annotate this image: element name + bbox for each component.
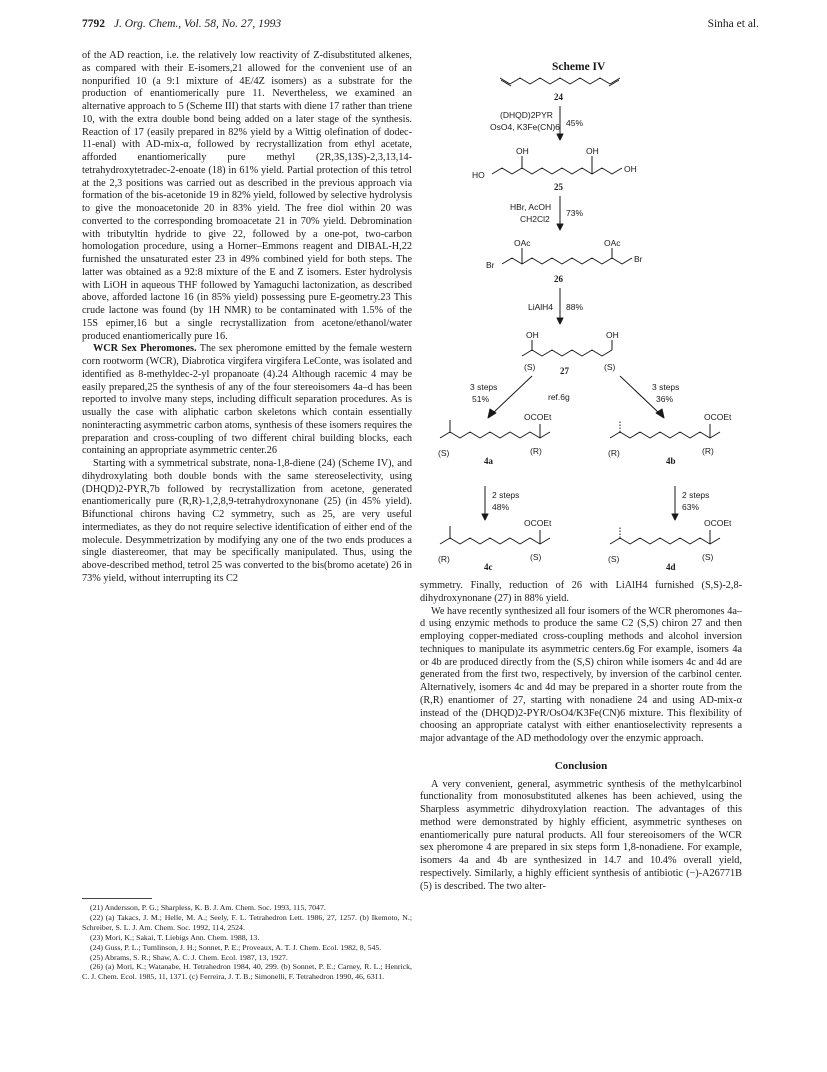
arrowhead	[488, 409, 496, 418]
compound-label-4a: 4a	[484, 456, 493, 466]
step-count-label: 2 steps	[682, 490, 710, 500]
compound-label-25: 25	[554, 182, 563, 192]
stereo-label: (S)	[524, 362, 536, 372]
stereo-label: (S)	[604, 362, 616, 372]
step-count-label: 2 steps	[492, 490, 520, 500]
double-bond-right-2	[609, 80, 619, 86]
compound-label-26: 26	[554, 274, 563, 284]
structure-27	[522, 350, 612, 356]
yield-label: 73%	[566, 208, 584, 218]
footnote: (26) (a) Mori, K.; Watanabe, H. Tetrahedron 1984, 40, 299. (b) Sonnet, P. E.; Carney, R. L.; Henrick, C. J. Chem. Ecol. 1985, 11, 1371. (c) Ferreira, J. T. B.; Simonelli, F. Tetrahedron 1990, 46, 6311.	[82, 962, 412, 982]
footnote: (22) (a) Takacs, J. M.; Helle, M. A.; Seely, F. L. Tetrahedron Lett. 1986, 27, 1257. (b) Ikemoto, N.; Schreiber, S. L. J. Am. Chem. Soc. 1992, 114, 2524.	[82, 912, 412, 932]
reagent-label: CH2Cl2	[520, 214, 550, 224]
stereo-label: (S)	[702, 552, 714, 562]
paragraph: of the AD reaction, i.e. the relatively low reactivity of Z-disubstituted alkenes, as compared with their E-isomers,21 allowed for the convenient use of an nonpurified 10 (a 9:1 mixture of 4E/4Z isomers) as a substrate for the production of enantiomerically pure 11. Nevertheless, we examined an alternative approach to 5 (Scheme III) that starts with diene 17 rather than triene 10, with the extra double bond being added on a later stage of the synthesis. Reaction of 17 (easily prepared in 82% yield by a Wittig olefination of dodec-11-enal) with AD-mix-α, followed by recrystallization from ethyl acetate, afforded enantiomerically pure methyl (2R,3S,13S)-2,3,13,14-tetrahydroxytetradec-2-enoate (18) in 61% yield. Partial protection of this tetrol at the 2,3 positions was carried out as described in the previous approach via formation of the bis-acetonide 19 in 82% yield, followed by selective hydrolysis to give the monoacetonide 20 in 83% yield. The free diol within 20 was converted to the corresponding bromoacetate 21 in 70% yield. Debromination with tributyltin hydride to give 22, followed by a one-pot, two-carbon homologation procedure, using a Horner–Emmons reagent and DIBAL-H,22 furnished the unsaturated ester 23 in 49% combined yield for both steps. The latter was obtained as a 92:8 mixture of the E and Z isomers. Ester hydrolysis with LiOH in aqueous THF followed by Yamaguchi lactonization, as described above, afforded lactone 16 (in 85% yield) possessing pure E-geometry.23 This crude lactone was found (by 1H NMR) to be contaminated with 1.5% of the 15S epimer,16 but a single recrystallization from acetone/ethanol/water produced enantiomerically pure 16.	[82, 50, 412, 342]
oh-label: OH	[606, 330, 619, 340]
compound-label-24: 24	[554, 92, 563, 102]
ester-label: OCOEt	[704, 412, 732, 422]
compound-label-4b: 4b	[666, 456, 676, 466]
structure-25	[492, 168, 622, 174]
arrowhead	[672, 514, 678, 520]
oac-label: OAc	[604, 238, 621, 248]
reagent-label: OsO4, K3Fe(CN)6	[490, 122, 560, 132]
paragraph: We have recently synthesized all four isomers of the WCR pheromones 4a–d using enzymic methods to produce the same C2 (S,S) chiron 27 and then employing copper-mediated cross-coupling methods and alcohol inversion techniques to manipulate its asymmetric centers.6g For example, isomers 4a or 4b are produced directly from the (S,S) chiron while isomers 4c and 4d are generated from the first two, respectively, by inversion of the carbinol center. Alternatively, isomers 4c and 4d may be prepared in a shorter route from the (R,R) enantiomer of 27, starting with nonadiene 24 and using AD-mix-α instead of the (DHQD)2-PYR/OsO4/K3Fe(CN)6 mixture. This flexibility of choosing an appropriate catalyst with either enantioselectivity represents a major advantage of the AD methodology over the enzymic approach.	[420, 605, 742, 744]
running-head	[82, 18, 759, 34]
scheme-drawing	[420, 56, 750, 576]
footnotes	[82, 898, 412, 982]
reagent-label: LiAlH4	[528, 302, 554, 312]
br-label: Br	[486, 260, 495, 270]
structure-4b	[610, 432, 720, 438]
ho-label: HO	[472, 170, 485, 180]
journal-name: J. Org. Chem., Vol. 58, No. 27, 1993	[113, 18, 282, 30]
step-yield-label: 63%	[682, 502, 700, 512]
yield-label: 88%	[566, 302, 584, 312]
paragraph	[82, 343, 412, 458]
ester-label: OCOEt	[704, 518, 732, 528]
yield-label: 45%	[566, 118, 584, 128]
double-bond-right	[610, 78, 620, 84]
stereo-label: (R)	[702, 446, 714, 456]
stereo-label: (S)	[438, 448, 450, 458]
page-number: 7792	[82, 18, 105, 30]
double-bond-left-2	[501, 80, 511, 86]
paragraph: Starting with a symmetrical substrate, nona-1,8-diene (24) (Scheme IV), and dihydroxylating both double bonds with the same stereoselectivity, using (DHQD)2-PYR,7b followed by recrystallization from acetone, generated enantiomerically pure (R,R)-1,2,8,9-tetrahydroxynonane (25) (in 45% yield). Bifunctional chirons having C2 symmetry, such as 25, are very useful intermediates, as they do not require selective identification of either end of the molecule. Desymmetrization by modifying any one of the two ends produces a single diastereomer, that may be specifically manipulated. Thus, using the above-described method, tetrol 25 was converted to the bis(bromo acetate) 26 in 73% yield, without interrupting its C2	[82, 458, 412, 584]
paragraph: symmetry. Finally, reduction of 26 with LiAlH4 furnished (S,S)-2,8-dihydroxynonane (27) in 88% yield.	[420, 580, 742, 604]
double-bond-left	[500, 78, 510, 84]
step-yield-label: 48%	[492, 502, 510, 512]
structure-24	[510, 78, 610, 84]
oh-label: OH	[624, 164, 637, 174]
footnote: (21) Andersson, P. G.; Sharpless, K. B. J. Am. Chem. Soc. 1993, 115, 7047.	[90, 903, 326, 912]
conclusion-heading: Conclusion	[554, 759, 608, 772]
oh-label: OH	[516, 146, 529, 156]
compound-label-27: 27	[560, 366, 569, 376]
arrowhead	[656, 409, 664, 418]
branch-yield-label: 36%	[656, 394, 674, 404]
structure-4c	[440, 538, 550, 544]
author-header: Sinha et al.	[707, 18, 759, 30]
ester-label: OCOEt	[524, 518, 552, 528]
paragraph-text: The sex pheromone emitted by the female western corn rootworm (WCR), Diabrotica virgifera virgifera LeConte, was isolated and identified as 8-methyldec-2-yl propanoate (4).24 Although racemic 4 may be easily prepared,25 the synthesis of any of the four stereoisomers 4a–d has been reported to involve many steps, including difficult separation procedures. As is usually the case with aliphatic carbon skeletons which contain essentially noninteracting asymmetric carbon atoms, synthesis of these isomers requires the preparation and cross-coupling of two different chiral building blocks, each containing an appropriate asymmetric center.26	[82, 343, 412, 457]
branch-yield-label: 51%	[472, 394, 490, 404]
right-column	[420, 580, 742, 1060]
reagent-label: HBr, AcOH	[510, 202, 552, 212]
left-column	[82, 50, 412, 905]
stereo-label: (S)	[530, 552, 542, 562]
compound-label-4d: 4d	[666, 562, 676, 572]
stereo-label: (R)	[530, 446, 542, 456]
stereo-label: (R)	[608, 448, 620, 458]
arrow-left-branch	[492, 376, 532, 414]
oh-label: OH	[586, 146, 599, 156]
structure-4d	[610, 538, 720, 544]
ester-label: OCOEt	[524, 412, 552, 422]
footnote-rule	[82, 898, 152, 899]
br-label: Br	[634, 254, 643, 264]
compound-label-4c: 4c	[484, 562, 493, 572]
journal-citation	[82, 18, 281, 30]
arrowhead	[557, 134, 563, 140]
footnote: (24) Guss, P. L.; Tumlinson, J. H.; Sonnet, P. E.; Proveaux, A. T. J. Chem. Ecol. 1982, 8, 545.	[90, 942, 382, 952]
oh-label: OH	[526, 330, 539, 340]
arrowhead	[557, 318, 563, 324]
branch-steps-label: 3 steps	[652, 382, 680, 392]
stereo-label: (S)	[608, 554, 620, 564]
arrowhead	[557, 224, 563, 230]
oac-label: OAc	[514, 238, 531, 248]
arrowhead	[482, 514, 488, 520]
paragraph: A very convenient, general, asymmetric synthesis of the methylcarbinol functionality from monosubstituted alkenes has been achieved, using the Sharpless asymmetric dihydroxylation reaction. The advantages of this method were demonstrated by highly efficient, asymmetric syntheses on enantiomerically pure natural products. All four stereoisomers of the WCR sex pheromone 4 are prepared in six steps form 1,8-nonadiene. For example, isomers 4a and 4b are synthesized in 14.7 and 10.4% overall yield, respectively. Similarly, a highly efficient synthesis of antibiotic (−)-A26771B (5) is described. The two alter-	[420, 778, 742, 892]
scheme-figure	[420, 56, 750, 576]
reference-label: ref.6g	[548, 392, 570, 402]
reagent-label: (DHQD)2PYR	[500, 110, 553, 120]
branch-steps-label: 3 steps	[470, 382, 498, 392]
footnote: (23) Mori, K.; Sakai, T. Liebigs Ann. Chem. 1988, 13.	[90, 932, 260, 942]
structure-4a	[440, 432, 550, 438]
stereo-label: (R)	[438, 554, 450, 564]
footnote: (25) Abrams, S. R.; Shaw, A. C. J. Chem. Ecol. 1987, 13, 1927.	[90, 952, 288, 962]
scheme-title: Scheme IV	[552, 61, 606, 73]
section-heading: WCR Sex Pheromones.	[93, 343, 197, 355]
